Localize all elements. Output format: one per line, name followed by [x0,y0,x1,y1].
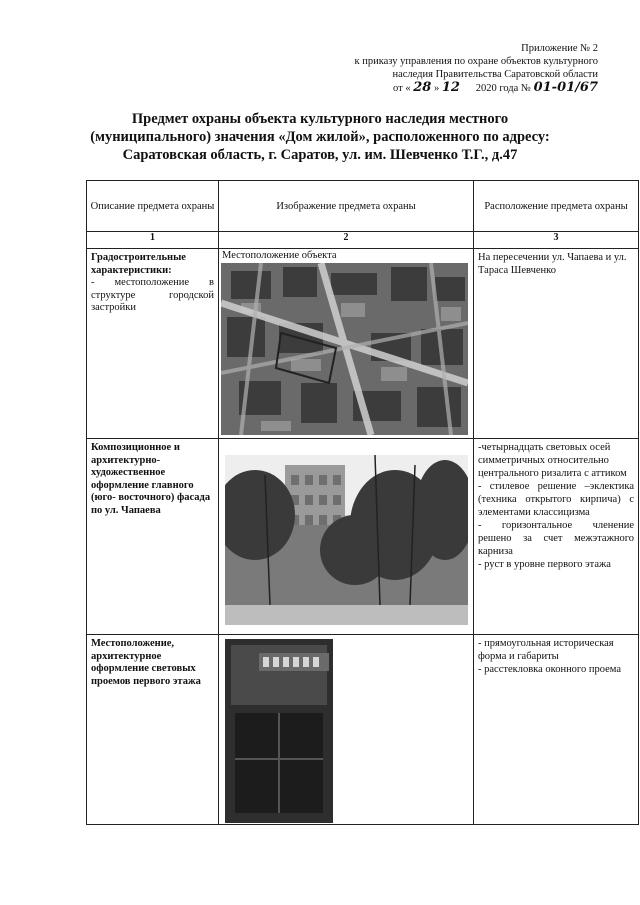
row3-desc-bold: Местоположение, архитектурное оформление световых проемов первого этажа [91,638,201,687]
row2-location-line-1: -четырнадцать световых осей симметричных относительно центрального ризалита с аттиком [478,442,627,479]
row2-location [474,439,639,635]
header-image: Изображение предмета охраны [219,181,474,232]
row1-desc-plain: - местоположение в структуре городской застройки [91,277,214,313]
row3-location-line-1: - прямоугольная историческая форма и габариты [478,638,614,662]
appendix-line-1: Приложение № 2 [521,43,598,54]
protection-table [86,180,639,825]
title-line-2: (муниципального) значения «Дом жилой», расположенного по адресу: [90,129,550,145]
row2-description [87,439,219,635]
appendix-line-2: к приказу управления по охране объектов культурного [354,56,598,67]
row2-location-line-2: - стилевое решение –эклектика (техника открытого кирпича) с элементами классицизма [478,481,634,518]
row1-image-cell [219,249,474,439]
window-photo [225,639,333,823]
row2-location-line-4: - руст в уровне первого этажа [478,559,611,570]
facade-photo [225,455,468,625]
header-description: Описание предмета охраны [87,181,219,232]
table-row [87,439,639,635]
date-day: 28 [413,80,432,95]
row1-image-caption: Местоположение объекта [222,250,337,261]
row2-image-cell [219,439,474,635]
title-line-3: Саратовская область, г. Саратов, ул. им. Шевченко Т.Г., д.47 [122,147,518,163]
appendix-date-line [278,81,598,95]
row3-description [87,635,219,825]
row1-description [87,249,219,439]
table-number-row [87,232,639,249]
date-year: 2020 года № [475,83,531,94]
row1-desc-bold: Градостроительные характеристики: [91,252,186,276]
row1-location-line-2: Тараса Шевченко [478,265,556,276]
appendix-header [278,42,598,95]
date-number: 01-01/67 [533,80,598,95]
date-mid: » [433,83,440,94]
date-prefix: от « [393,83,411,94]
appendix-line-3: наследия Правительства Саратовской области [392,69,598,80]
table-row [87,249,639,439]
row2-desc-bold: Композиционное и архитектурно-художественное оформление главного (юго- восточного) фасада по ул. Чапаева [91,442,211,516]
aerial-map-image [221,263,468,435]
row2-location-line-3: - горизонтальное членение решено за счет межэтажного карниза [478,520,634,557]
date-month: 12 [441,80,460,95]
table-header-row [87,181,639,232]
row1-location-line-1: На пересечении ул. Чапаева и ул. [478,252,627,263]
row3-image-cell [219,635,474,825]
column-number-3: 3 [474,232,639,249]
table-row [87,635,639,825]
header-location: Расположение предмета охраны [474,181,639,232]
row3-location-line-2: - расстекловка оконного проема [478,664,621,675]
column-number-1: 1 [87,232,219,249]
row1-location [474,249,639,439]
document-title [60,110,580,164]
row3-location [474,635,639,825]
column-number-2: 2 [219,232,474,249]
title-line-1: Предмет охраны объекта культурного наследия местного [131,111,509,127]
